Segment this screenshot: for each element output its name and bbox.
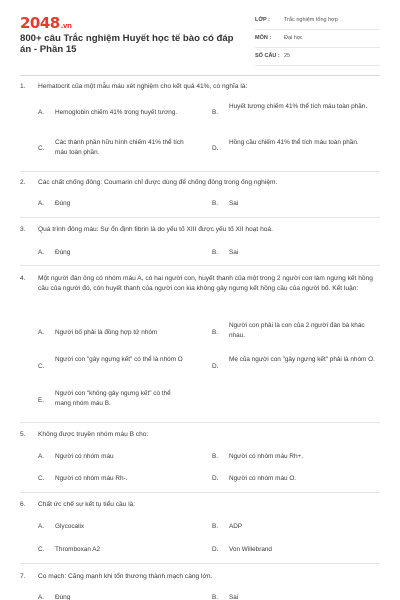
meta-row-socau xyxy=(255,50,380,66)
question-separator xyxy=(20,422,380,423)
option-text: Glycocalix xyxy=(55,523,85,530)
option-letter: B. xyxy=(212,109,219,116)
document-meta xyxy=(255,14,380,68)
option-text: Mẹ của người con "gây ngưng kết" phải là nhóm O. xyxy=(229,356,375,363)
option-letter: B. xyxy=(212,329,219,336)
meta-value-mon: Đại học xyxy=(284,35,303,41)
logo-domain: .vn xyxy=(60,22,72,30)
meta-row-lop xyxy=(255,14,380,30)
question-number: 3. xyxy=(20,226,26,233)
option-letter: B. xyxy=(212,200,219,207)
option-text: Sai xyxy=(229,200,239,207)
option-letter: A. xyxy=(38,453,45,460)
question-separator xyxy=(20,217,380,218)
question-separator xyxy=(20,563,380,564)
question-text: Các chất chống đông: Coumarin chỉ được dùng để chống đông trong ống nghiệm. xyxy=(38,179,278,186)
question-separator xyxy=(20,265,380,266)
option-letter: B. xyxy=(212,453,219,460)
option-letter: B. xyxy=(212,249,219,256)
option-letter: D. xyxy=(212,475,219,482)
document-title: 800+ câu Trắc nghiệm Huyết học tế bào có đáp án - Phần 15 xyxy=(20,33,234,55)
option-text: ADP xyxy=(229,523,243,530)
option-letter: A. xyxy=(38,594,45,600)
option-text: Người có nhóm máu O. xyxy=(229,475,297,482)
meta-label-socau: SỐ CÂU : xyxy=(255,53,280,59)
header-divider xyxy=(20,75,380,76)
option-letter: B. xyxy=(212,594,219,600)
question-text: Một người đàn ông có nhóm máu A, có hai người con, huyết thanh của một trong 2 người con làm ngưng kết hồng cầu của người đó, còn huyết thanh của người con kia không gây ngưng kết hồng cầu của người bố. Kết luận: xyxy=(38,275,373,292)
option-letter: A. xyxy=(38,523,45,530)
option-text: Người có nhóm máu xyxy=(55,453,114,460)
question-number: 6. xyxy=(20,501,26,508)
logo-text: 2048 xyxy=(20,14,60,32)
option-letter: A. xyxy=(38,329,45,336)
option-letter: E. xyxy=(38,397,45,404)
document-header xyxy=(0,0,400,72)
option-text: Đúng xyxy=(55,594,71,600)
option-letter: C. xyxy=(38,475,45,482)
option-text: Người con phải là con của 2 người đàn bà khác nhau. xyxy=(229,322,365,339)
option-text: Huyết tương chiếm 41% thể tích máu toàn phần. xyxy=(229,103,368,110)
question-number: 1. xyxy=(20,83,26,90)
meta-value-lop: Trắc nghiệm tổng hợp xyxy=(284,17,338,23)
option-text: Người con "không gây ngưng kết" có thể mang nhóm máu B. xyxy=(55,390,171,407)
question-text: Chất ức chế sự kết tụ tiểu cầu là: xyxy=(38,501,136,508)
option-letter: C. xyxy=(38,546,45,553)
option-text: Người có nhóm máu Rh-. xyxy=(55,475,128,482)
option-letter: C. xyxy=(38,145,45,152)
question-separator xyxy=(20,492,380,493)
question-number: 2. xyxy=(20,179,26,186)
option-text: Von Willebrand xyxy=(229,546,272,553)
option-letter: D. xyxy=(212,145,219,152)
option-text: Đúng xyxy=(55,200,71,207)
question-number: 7. xyxy=(20,573,26,580)
meta-label-mon: MÔN : xyxy=(255,35,272,41)
question-number: 4. xyxy=(20,275,26,282)
option-text: Người con "gây ngưng kết" có thể là nhóm O xyxy=(55,356,183,363)
question-number: 5. xyxy=(20,431,26,438)
option-letter: D. xyxy=(212,546,219,553)
option-text: Sai xyxy=(229,249,239,256)
meta-value-socau: 25 xyxy=(284,53,291,59)
option-text: Hemoglobin chiếm 41% trong huyết tương. xyxy=(55,109,178,116)
option-text: Sai xyxy=(229,594,239,600)
option-text: Đúng xyxy=(55,249,71,256)
question-text: Không được truyền nhóm máu B cho: xyxy=(38,431,149,438)
option-letter: B. xyxy=(212,523,219,530)
meta-label-lop: LỚP : xyxy=(255,17,270,23)
option-letter: D. xyxy=(212,363,219,370)
option-letter: C. xyxy=(38,363,45,370)
question-separator xyxy=(20,171,380,172)
question-text: Co mạch: Căng mạnh khi tổn thương thành mạch càng lớn. xyxy=(38,573,213,580)
question xyxy=(20,274,380,310)
option-text: Các thành phần hữu hình chiếm 41% thể tích máu toàn phần. xyxy=(55,139,184,156)
meta-row-mon xyxy=(255,32,380,48)
question-text: Hematocrit của một mẫu máu xét nghiệm cho kết quả 41%, có nghĩa là: xyxy=(38,83,248,90)
option-text: Hồng cầu chiếm 41% thể tích máu toàn phần. xyxy=(229,139,359,146)
option-letter: A. xyxy=(38,200,45,207)
site-logo[interactable] xyxy=(20,14,71,32)
option-text: Người bố phải là đồng hợp tử nhóm xyxy=(55,329,158,336)
option-text: Thromboxan A2 xyxy=(55,546,101,553)
question-text: Quá trình đông máu: Sự ổn định fibrin là do yếu tố XIII được yếu tố XII hoạt hoá. xyxy=(38,226,273,233)
option-letter: A. xyxy=(38,109,45,116)
option-text: Người có nhóm máu Rh+. xyxy=(229,453,304,460)
option-letter: A. xyxy=(38,249,45,256)
